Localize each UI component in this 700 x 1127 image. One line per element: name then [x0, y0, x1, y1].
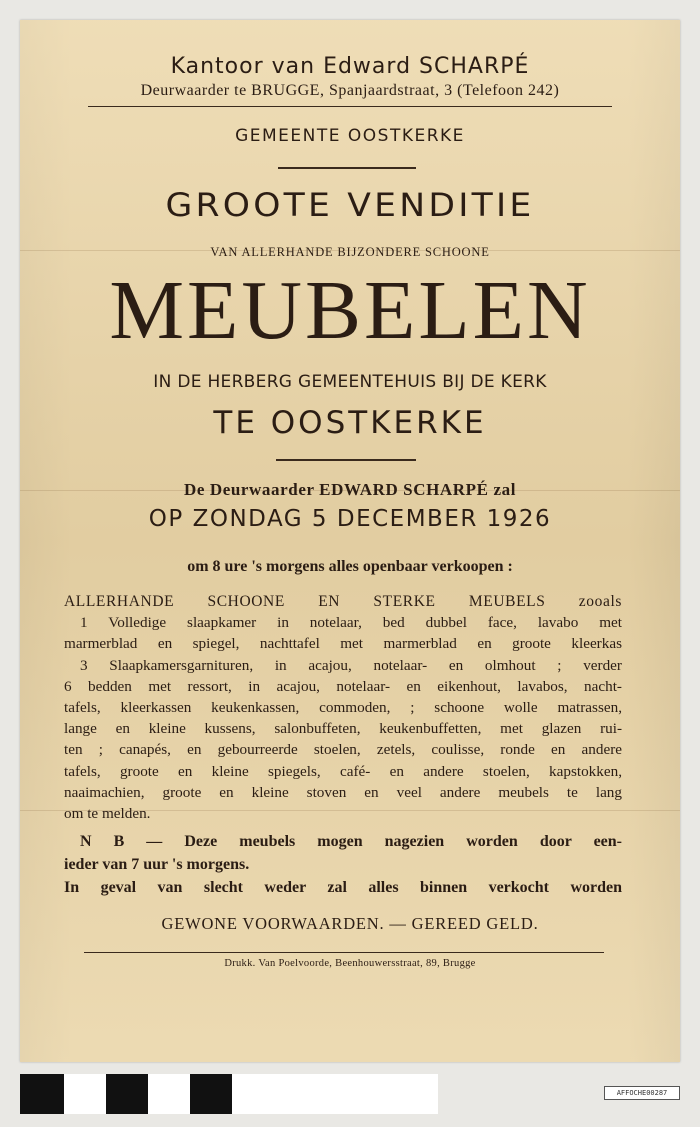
office-name: Kantoor van Edward SCHARPÉ [170, 54, 530, 79]
bailiff-address: Deurwaarder te BRUGGE, Spanjaardstraat, 3 (Telefoon 242) [140, 82, 560, 99]
nb-line: ieder van 7 uur 's morgens. [64, 856, 250, 873]
venue: IN DE HERBERG GEMEENTEHUIS BIJ DE KERK [153, 372, 547, 392]
furniture-list [64, 591, 622, 824]
announcer: De Deurwaarder EDWARD SCHARPÉ zal [183, 480, 517, 499]
main-word: MEUBELEN [109, 264, 591, 357]
list-line: 1 Volledige slaapkamer in notelaar, bed dubbel face, lavabo met [80, 614, 622, 632]
list-line: 3 Slaapkamersgarnituren, in acajou, notelaar- en olmhout ; verder [80, 656, 622, 674]
archive-label: AFFOCHE00287 [604, 1086, 680, 1100]
calibration-block [64, 1074, 106, 1114]
list-line: 6 bedden met ressort, in acajou, notelaar- en eikenhout, lavabos, nacht- [64, 677, 622, 695]
calibration-block [232, 1074, 438, 1114]
list-line: lange en kleine kussens, salonbuffeten, keukenbuffetten, met glazen rui- [64, 720, 622, 738]
list-heading: ALLERHANDE SCHOONE EN STERKE MEUBELS zooals [64, 593, 622, 610]
town: TE OOSTKERKE [213, 405, 487, 441]
list-line: tafels, kleerkassen keukenkassen, commoden, ; schoone wolle matrassen, [64, 699, 622, 717]
calibration-block [148, 1074, 190, 1114]
sale-date: OP ZONDAG 5 DECEMBER 1926 [148, 506, 552, 532]
printer-credit: Drukk. Van Poelvoorde, Beenhouwersstraat, 89, Brugge [224, 958, 476, 969]
header-rule [88, 106, 612, 107]
footer-rule [84, 952, 604, 953]
weather-line: In geval van slecht weder zal alles binnen verkocht worden [64, 879, 622, 896]
calibration-block [190, 1074, 232, 1114]
divider [278, 167, 416, 169]
municipality: GEMEENTE OOSTKERKE [235, 126, 465, 146]
list-line: naaimachien, groote en kleine stoven en veel andere meubels te lang [64, 783, 622, 801]
list-line: om te melden. [64, 805, 151, 823]
list-line: ten ; canapés, en gebourreerde stoelen, zetels, coulisse, ronde en andere [64, 741, 622, 759]
nb-note [64, 830, 622, 899]
nb-line: N B — Deze meubels mogen nagezien worden door een- [80, 833, 622, 850]
poster-sheet [20, 20, 680, 1062]
list-line: tafels, groote en kleine spiegels, café- en andere stoelen, kapstokken, [64, 762, 622, 780]
calibration-block [20, 1074, 64, 1114]
sub-headline: VAN ALLERHANDE BIJZONDERE SCHOONE [210, 245, 490, 259]
time-line: om 8 ure 's morgens alles openbaar verkoopen : [187, 558, 513, 575]
calibration-block [106, 1074, 148, 1114]
divider [276, 459, 416, 461]
sale-conditions: GEWONE VOORWAARDEN. — GEREED GELD. [161, 914, 539, 933]
auction-headline: GROOTE VENDITIE [165, 186, 535, 224]
list-line: marmerblad en spiegel, nachttafel met marmerblad en groote kleerkas [64, 635, 622, 653]
